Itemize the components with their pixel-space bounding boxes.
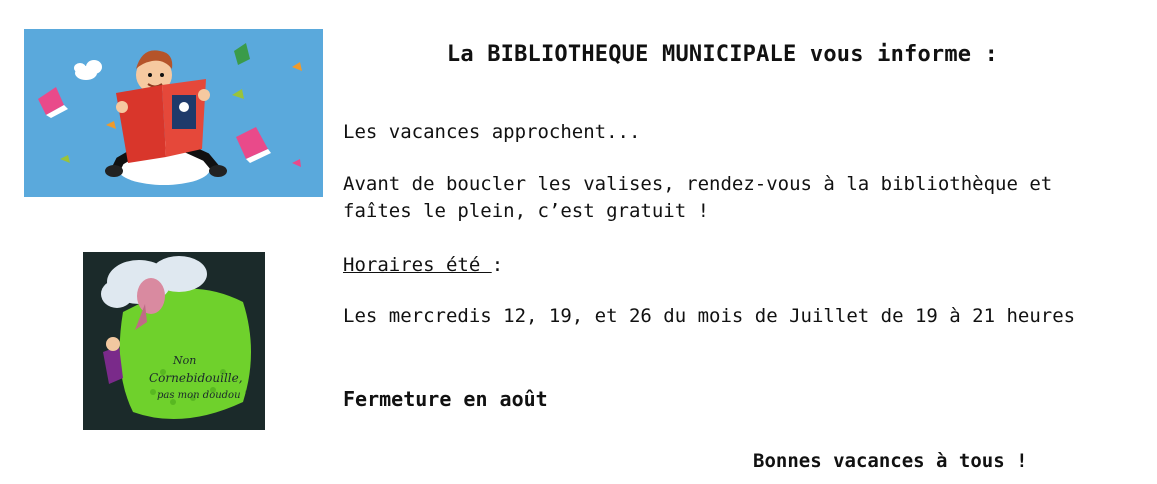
boy-reading-illustration: [24, 29, 323, 197]
cover-title-line3: pas mon doudou !: [157, 390, 248, 401]
cover-title-line2: Cornebidouille,: [149, 371, 243, 385]
closure-notice: Fermeture en août: [343, 387, 548, 411]
hours-detail: Les mercredis 12, 19, et 26 du mois de Juillet de 19 à 21 heures: [343, 305, 1076, 327]
book-cover-illustration: [83, 252, 265, 430]
hours-label: Horaires été: [343, 254, 492, 276]
message-line-2: faîtes le plein, c’est gratuit !: [343, 200, 710, 222]
hours-heading: [343, 252, 1133, 279]
intro-text: Les vacances approchent...: [343, 121, 641, 143]
hours-colon: :: [491, 254, 504, 276]
cover-title-line1: Non: [173, 354, 197, 367]
message-line-1: Avant de boucler les valises, rendez-vous à la bibliothèque et: [343, 173, 1053, 195]
page-title: La BIBLIOTHEQUE MUNICIPALE vous informe :: [446, 42, 999, 67]
closing-greeting: Bonnes vacances à tous !: [753, 450, 1028, 472]
